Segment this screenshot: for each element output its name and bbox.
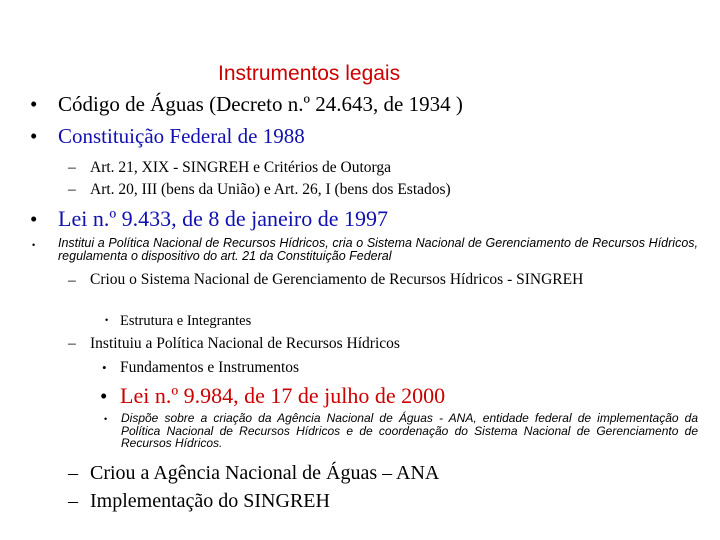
bullet-marker: • (104, 414, 108, 424)
sub-criou-singreh: Criou o Sistema Nacional de Gerenciamento de Recursos Hídricos - SINGREH (90, 271, 584, 288)
sub-estrutura: Estrutura e Integrantes (120, 313, 252, 329)
sub-art-20: Art. 20, III (bens da União) e Art. 26, I (bens dos Estados) (90, 181, 451, 198)
bullet-marker: • (32, 240, 36, 250)
dash-marker: – (68, 490, 78, 512)
note-lei-9984: Dispõe sobre a criação da Agência Nacional de Águas - ANA, entidade federal de implementação da Política Nacional de Recursos Hídricos e de coordenação do Sistema Nacional de Gerenciamento de Recursos Hídricos. (121, 411, 698, 450)
slide-title: Instrumentos legais (218, 62, 401, 85)
sub-fundamentos: Fundamentos e Instrumentos (120, 359, 300, 376)
sub-art-21: Art. 21, XIX - SINGREH e Critérios de Outorga (90, 159, 392, 176)
dash-marker: – (68, 462, 78, 484)
sub-implementacao: Implementação do SINGREH (90, 490, 330, 512)
bullet-constituicao: Constituição Federal de 1988 (58, 124, 305, 148)
dash-marker: – (68, 159, 76, 176)
bullet-codigo-aguas: Código de Águas (Decreto n.º 24.643, de 1934 ) (58, 92, 463, 116)
bullet-marker: • (105, 315, 109, 325)
dash-marker: – (68, 272, 76, 289)
bullet-marker: • (30, 92, 38, 116)
bullet-marker: • (30, 124, 38, 148)
dash-marker: – (68, 181, 76, 198)
bullet-lei-9984: Lei n.º 9.984, de 17 de julho de 2000 (120, 383, 446, 408)
sub-instituiu-pnrh: Instituiu a Política Nacional de Recursos Hídricos (90, 335, 400, 352)
note-lei-9433: Institui a Política Nacional de Recursos Hídricos, cria o Sistema Nacional de Gerenciamento de Recursos Hídricos, regulamenta o dispositivo do art. 21 da Constituição Federal (58, 236, 698, 263)
bullet-lei-9433: Lei n.º 9.433, de 8 de janeiro de 1997 (58, 206, 389, 231)
bullet-marker: • (102, 360, 107, 375)
bullet-marker: • (100, 384, 108, 408)
sub-criou-ana: Criou a Agência Nacional de Águas – ANA (90, 462, 440, 484)
bullet-marker: • (30, 207, 38, 231)
dash-marker: – (68, 335, 76, 352)
